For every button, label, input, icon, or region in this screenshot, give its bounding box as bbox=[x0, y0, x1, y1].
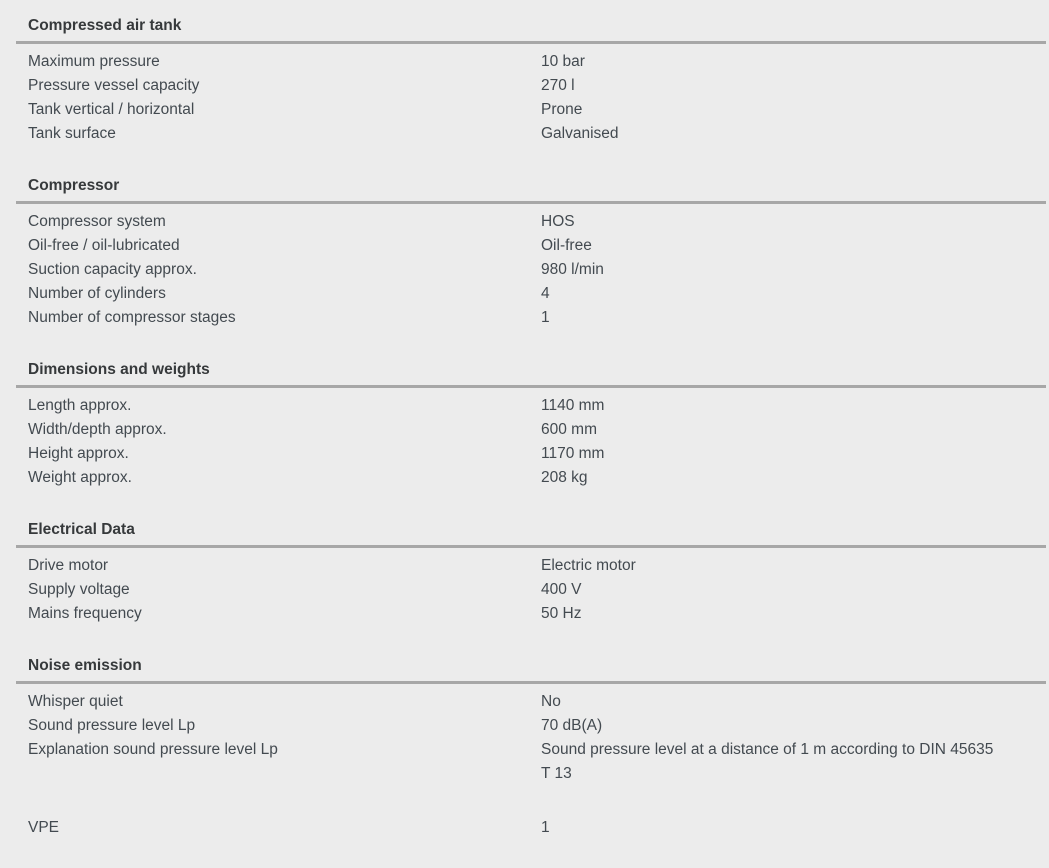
spec-label: Oil-free / oil-lubricated bbox=[28, 237, 180, 254]
spec-row bbox=[0, 578, 1049, 602]
spec-value: Electric motor bbox=[541, 557, 636, 574]
spec-row bbox=[0, 816, 1049, 840]
spec-value: Prone bbox=[541, 101, 583, 118]
spec-label: Length approx. bbox=[28, 397, 132, 414]
spec-label: Supply voltage bbox=[28, 581, 130, 598]
spec-value: 980 l/min bbox=[541, 261, 604, 278]
spec-label: VPE bbox=[28, 819, 60, 836]
spec-value: Oil-free bbox=[541, 237, 592, 254]
spec-value: HOS bbox=[541, 213, 575, 230]
spec-row bbox=[0, 258, 1049, 282]
section-divider bbox=[16, 201, 1046, 204]
spec-value: 1 bbox=[541, 309, 550, 326]
section-divider bbox=[16, 385, 1046, 388]
spec-label: Number of cylinders bbox=[28, 285, 166, 302]
spec-section-noise-emission bbox=[0, 656, 1049, 786]
spec-section-compressor bbox=[0, 176, 1049, 330]
spec-value: 400 V bbox=[541, 581, 582, 598]
spec-value: Galvanised bbox=[541, 125, 619, 142]
spec-row bbox=[0, 690, 1049, 714]
spec-label: Width/depth approx. bbox=[28, 421, 167, 438]
spec-label: Sound pressure level Lp bbox=[28, 717, 196, 734]
spec-label: Drive motor bbox=[28, 557, 109, 574]
spec-value: 4 bbox=[541, 285, 550, 302]
spec-value: 270 l bbox=[541, 77, 575, 94]
spec-value: 1170 mm bbox=[541, 445, 605, 462]
section-divider bbox=[16, 41, 1046, 44]
spec-row bbox=[0, 282, 1049, 306]
spec-value: 1140 mm bbox=[541, 397, 605, 414]
spec-label: Weight approx. bbox=[28, 469, 132, 486]
spec-table bbox=[0, 16, 1049, 840]
spec-value: Sound pressure level at a distance of 1 m according to DIN 45635 T 13 bbox=[541, 741, 994, 782]
section-title: Noise emission bbox=[28, 657, 142, 674]
spec-label: Maximum pressure bbox=[28, 53, 160, 70]
spec-row bbox=[0, 74, 1049, 98]
spec-row bbox=[0, 714, 1049, 738]
spec-row bbox=[0, 394, 1049, 418]
spec-label: Suction capacity approx. bbox=[28, 261, 197, 278]
spec-row bbox=[0, 554, 1049, 578]
spec-row bbox=[0, 602, 1049, 626]
spec-row bbox=[0, 234, 1049, 258]
spec-value: No bbox=[541, 693, 561, 710]
spec-rows bbox=[0, 690, 1049, 786]
spec-value: 10 bar bbox=[541, 53, 585, 70]
spec-value: 600 mm bbox=[541, 421, 597, 438]
spec-row bbox=[0, 122, 1049, 146]
spec-value: 1 bbox=[541, 819, 550, 836]
spec-value: 208 kg bbox=[541, 469, 588, 486]
spec-rows bbox=[0, 50, 1049, 146]
spec-label: Pressure vessel capacity bbox=[28, 77, 200, 94]
section-title: Electrical Data bbox=[28, 521, 135, 538]
spec-row bbox=[0, 442, 1049, 466]
section-title: Compressed air tank bbox=[28, 17, 182, 34]
spec-label: Height approx. bbox=[28, 445, 129, 462]
spec-section-electrical-data bbox=[0, 520, 1049, 626]
spec-row bbox=[0, 306, 1049, 330]
spec-label: Tank vertical / horizontal bbox=[28, 101, 195, 118]
spec-rows bbox=[0, 816, 1049, 840]
section-title: Dimensions and weights bbox=[28, 361, 210, 378]
section-divider bbox=[16, 681, 1046, 684]
spec-label: Number of compressor stages bbox=[28, 309, 236, 326]
spec-rows bbox=[0, 554, 1049, 626]
spec-rows bbox=[0, 210, 1049, 330]
section-title: Compressor bbox=[28, 177, 120, 194]
section-divider bbox=[16, 545, 1046, 548]
spec-value: 50 Hz bbox=[541, 605, 582, 622]
spec-row bbox=[0, 210, 1049, 234]
spec-value: 70 dB(A) bbox=[541, 717, 603, 734]
spec-label: Tank surface bbox=[28, 125, 116, 142]
spec-section-untitled bbox=[0, 816, 1049, 840]
spec-label: Explanation sound pressure level Lp bbox=[28, 741, 278, 758]
spec-label: Whisper quiet bbox=[28, 693, 123, 710]
spec-label: Compressor system bbox=[28, 213, 166, 230]
spec-row bbox=[0, 50, 1049, 74]
spec-row bbox=[0, 738, 1049, 786]
spec-label: Mains frequency bbox=[28, 605, 142, 622]
spec-section-dimensions-and-weights bbox=[0, 360, 1049, 490]
spec-rows bbox=[0, 394, 1049, 490]
spec-row bbox=[0, 98, 1049, 122]
spec-row bbox=[0, 466, 1049, 490]
spec-row bbox=[0, 418, 1049, 442]
spec-section-compressed-air-tank bbox=[0, 16, 1049, 146]
